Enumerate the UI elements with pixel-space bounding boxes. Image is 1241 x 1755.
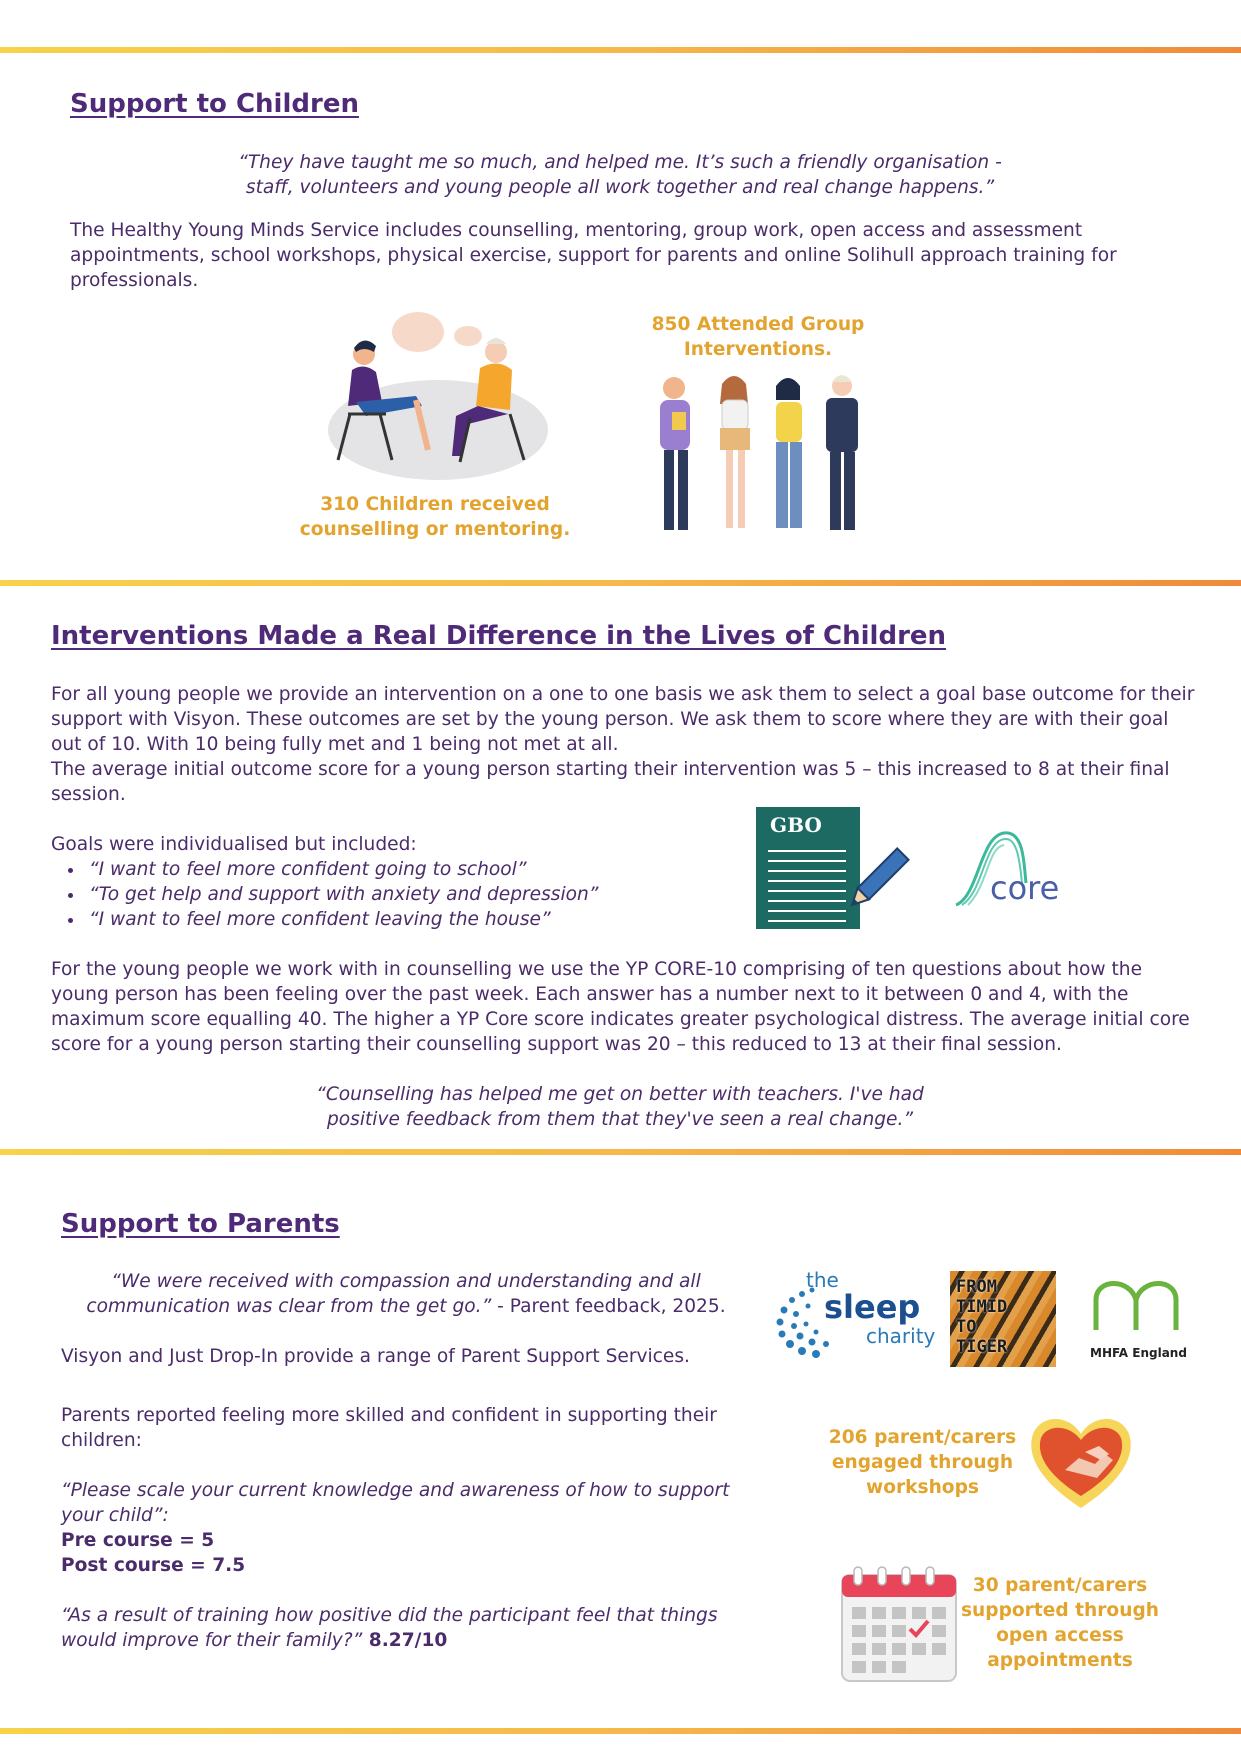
heart-hands-icon [1025,1412,1137,1512]
divider-top [0,47,1241,53]
support-to-children-heading: Support to Children [70,89,359,119]
goals-intro: Goals were individualised but included: [51,834,417,855]
parent-quote: “We were received with compassion and understanding and all communication was clear from the get go.” - Parent feedback, 2025. [86,1271,726,1317]
divider-bottom [0,1728,1241,1734]
mhfa-label: MHFA England [1090,1346,1187,1360]
improve-question: “As a result of training how positive did the participant feel that things would improve for their family?” 8.27/10 [61,1605,718,1651]
list-item: • “To get help and support with anxiety and depression” [85,882,705,907]
interventions-para3: For the young people we work with in counselling we use the YP CORE-10 comprising of ten questions about how the young person has been feeling over the past week. Each answer has a number next to it between 0 and 4, with the maximum score equalling 40. The higher a YP Core score indicates greater psychological distress. The average initial core score for a young person starting their counselling support was 20 – this reduced to 13 at their final session. [51,959,1190,1055]
mhfa-logo-icon [1090,1272,1182,1334]
counselling-illustration [320,310,550,480]
timid-to-tiger-logo [950,1271,1056,1367]
calendar-icon [838,1565,960,1685]
goals-list [51,857,705,932]
support-to-parents-heading: Support to Parents [61,1209,340,1239]
pre-course-score: Pre course = 5 [61,1530,215,1551]
stat-counselling: 310 Children received counselling or mentoring. [299,494,571,540]
stat-group-interventions: 850 Attended Group Interventions. [651,314,865,360]
sleep-charity-logo [772,1268,936,1360]
pencil-icon [840,845,912,917]
parents-skilled: Parents reported feeling more skilled and confident in supporting their children: [61,1405,717,1451]
core-label: core [990,869,1060,907]
parent-services: Visyon and Just Drop-In provide a range of Parent Support Services. [61,1346,690,1367]
counselling-quote: “Counselling has helped me get on better with teachers. I've had positive feedback from them that they've seen a real change.” [316,1084,924,1130]
list-item: • “I want to feel more confident leaving the house” [85,907,705,932]
stat-workshops: 206 parent/carers engaged through workshops [828,1427,1017,1498]
interventions-heading: Interventions Made a Real Difference in the Lives of Children [51,621,947,651]
interventions-para2: The average initial outcome score for a young person starting their intervention was 5 – this increased to 8 at their final session. [51,759,1170,805]
gbo-label: GBO [770,813,822,837]
sleep-logo-charity: charity [866,1324,936,1348]
children-quote: “They have taught me so much, and helped me. It’s such a friendly organisation - staff, volunteers and young people all work together and real change happens.” [238,152,1002,198]
young-people-group-illustration [650,372,875,542]
stat-appointments: 30 parent/carers supported through open access appointments [960,1575,1159,1671]
scale-question: “Please scale your current knowledge and awareness of how to support your child”: Pre course = 5 Post course = 7.5 [61,1478,781,1578]
divider-2 [0,1149,1241,1155]
sleep-logo-sleep: sleep [824,1288,921,1326]
sleep-logo-the: the [806,1268,839,1292]
post-course-score: Post course = 7.5 [61,1555,246,1576]
service-intro: The Healthy Young Minds Service includes counselling, mentoring, group work, open access and assessment appointments, school workshops, physical exercise, support for parents and online Solihull approach training for professionals. [70,220,1117,291]
tiger-logo-text: FROM TIMID TO TIGER [956,1277,1008,1357]
interventions-para1: For all young people we provide an intervention on a one to one basis we ask them to select a goal base outcome for their support with Visyon. These outcomes are set by the young person. We ask them to score where they are with their goal out of 10. With 10 being fully met and 1 being not met at all. [51,684,1195,755]
divider-1 [0,580,1241,586]
list-item: • “I want to feel more confident going to school” [85,857,705,882]
